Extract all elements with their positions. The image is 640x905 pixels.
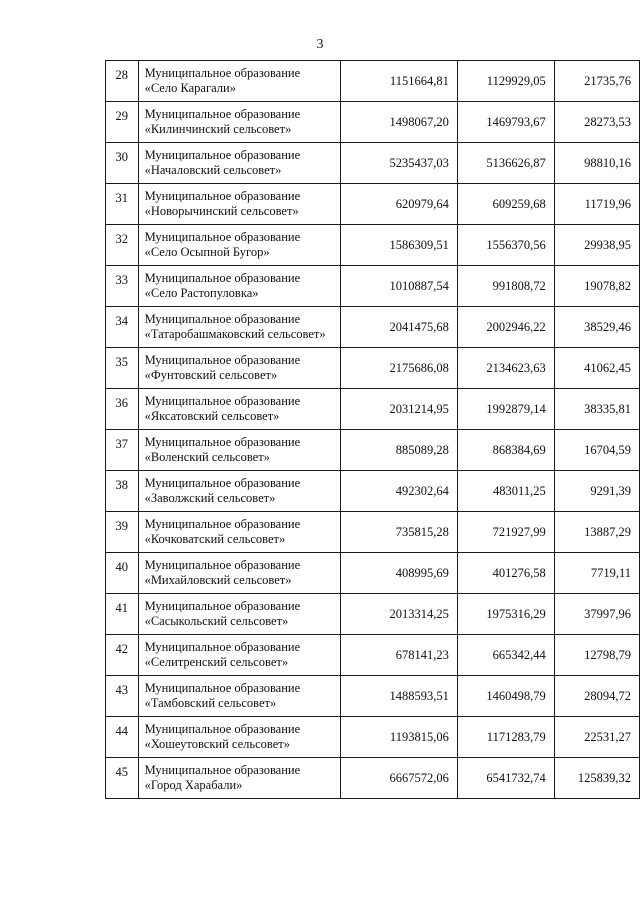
municipality-name-cell	[138, 307, 340, 348]
municipality-name: «Селитренский сельсовет»	[144, 655, 289, 669]
amount-col-2: 483011,25	[457, 471, 554, 512]
amount-col-2: 609259,68	[457, 184, 554, 225]
table-row	[106, 594, 640, 635]
amount-col-2: 991808,72	[457, 266, 554, 307]
municipality-type: Муниципальное образование	[144, 353, 301, 367]
table-row	[106, 307, 640, 348]
municipality-name: «Яксатовский сельсовет»	[144, 409, 280, 423]
municipality-name-cell	[138, 553, 340, 594]
row-number: 29	[106, 102, 139, 143]
row-number: 43	[106, 676, 139, 717]
amount-col-2: 1460498,79	[457, 676, 554, 717]
municipality-name-cell	[138, 471, 340, 512]
table-row	[106, 102, 640, 143]
amount-col-1: 2175686,08	[340, 348, 457, 389]
amount-col-1: 1586309,51	[340, 225, 457, 266]
amount-col-1: 885089,28	[340, 430, 457, 471]
amount-col-3: 12798,79	[554, 635, 639, 676]
municipality-name: «Килинчинский сельсовет»	[144, 122, 292, 136]
table-row	[106, 143, 640, 184]
amount-col-2: 721927,99	[457, 512, 554, 553]
municipality-name: «Воленский сельсовет»	[144, 450, 270, 464]
municipality-name: «Хошеутовский сельсовет»	[144, 737, 290, 751]
municipality-name-cell	[138, 717, 340, 758]
amount-col-3: 37997,96	[554, 594, 639, 635]
amount-col-2: 1469793,67	[457, 102, 554, 143]
amount-col-1: 1151664,81	[340, 61, 457, 102]
municipality-name: «Михайловский сельсовет»	[144, 573, 292, 587]
amount-col-1: 6667572,06	[340, 758, 457, 799]
amount-col-3: 7719,11	[554, 553, 639, 594]
amount-col-1: 735815,28	[340, 512, 457, 553]
amount-col-2: 1992879,14	[457, 389, 554, 430]
amount-col-1: 408995,69	[340, 553, 457, 594]
municipality-name: «Город Харабали»	[144, 778, 243, 792]
row-number: 35	[106, 348, 139, 389]
municipality-name: «Новорычинский сельсовет»	[144, 204, 299, 218]
amount-col-2: 401276,58	[457, 553, 554, 594]
amount-col-3: 28094,72	[554, 676, 639, 717]
page-number: 3	[316, 37, 324, 52]
municipality-type: Муниципальное образование	[144, 66, 301, 80]
amount-col-1: 678141,23	[340, 635, 457, 676]
municipality-name-cell	[138, 143, 340, 184]
table-row	[106, 635, 640, 676]
row-number: 37	[106, 430, 139, 471]
amount-col-2: 1556370,56	[457, 225, 554, 266]
row-number: 31	[106, 184, 139, 225]
amount-col-2: 1129929,05	[457, 61, 554, 102]
amount-col-2: 868384,69	[457, 430, 554, 471]
municipality-name: «Село Растопуловка»	[144, 286, 259, 300]
row-number: 44	[106, 717, 139, 758]
municipality-type: Муниципальное образование	[144, 148, 301, 162]
amount-col-3: 38529,46	[554, 307, 639, 348]
table-row	[106, 471, 640, 512]
row-number: 36	[106, 389, 139, 430]
amount-col-3: 38335,81	[554, 389, 639, 430]
amount-col-3: 11719,96	[554, 184, 639, 225]
municipality-name-cell	[138, 348, 340, 389]
amount-col-2: 2134623,63	[457, 348, 554, 389]
municipality-type: Муниципальное образование	[144, 640, 301, 654]
municipality-type: Муниципальное образование	[144, 435, 301, 449]
municipality-type: Муниципальное образование	[144, 107, 301, 121]
municipality-type: Муниципальное образование	[144, 681, 301, 695]
amount-col-1: 2041475,68	[340, 307, 457, 348]
amount-col-1: 1488593,51	[340, 676, 457, 717]
municipality-name-cell	[138, 184, 340, 225]
municipality-type: Муниципальное образование	[144, 722, 301, 736]
table-row	[106, 717, 640, 758]
amount-col-3: 19078,82	[554, 266, 639, 307]
amount-col-2: 665342,44	[457, 635, 554, 676]
municipality-type: Муниципальное образование	[144, 394, 301, 408]
municipality-name: «Село Карагали»	[144, 81, 236, 95]
row-number: 32	[106, 225, 139, 266]
municipality-name-cell	[138, 266, 340, 307]
municipality-name-cell	[138, 61, 340, 102]
table-row	[106, 348, 640, 389]
amount-col-3: 98810,16	[554, 143, 639, 184]
municipality-type: Муниципальное образование	[144, 230, 301, 244]
municipality-type: Муниципальное образование	[144, 271, 301, 285]
amount-col-3: 41062,45	[554, 348, 639, 389]
municipality-name: «Село Осыпной Бугор»	[144, 245, 270, 259]
table-row	[106, 225, 640, 266]
amount-col-1: 492302,64	[340, 471, 457, 512]
row-number: 42	[106, 635, 139, 676]
municipality-name: «Тамбовский сельсовет»	[144, 696, 277, 710]
municipality-name: «Фунтовский сельсовет»	[144, 368, 278, 382]
amount-col-3: 9291,39	[554, 471, 639, 512]
amount-col-2: 5136626,87	[457, 143, 554, 184]
table-row	[106, 184, 640, 225]
municipality-name-cell	[138, 225, 340, 266]
row-number: 38	[106, 471, 139, 512]
amount-col-1: 2031214,95	[340, 389, 457, 430]
municipality-name: «Заволжский сельсовет»	[144, 491, 276, 505]
table-row	[106, 61, 640, 102]
table-row	[106, 266, 640, 307]
amount-col-3: 13887,29	[554, 512, 639, 553]
amount-col-3: 28273,53	[554, 102, 639, 143]
amount-col-3: 21735,76	[554, 61, 639, 102]
table-row	[106, 676, 640, 717]
municipality-name: «Кочковатский сельсовет»	[144, 532, 286, 546]
municipality-type: Муниципальное образование	[144, 558, 301, 572]
municipality-name-cell	[138, 102, 340, 143]
municipality-name-cell	[138, 594, 340, 635]
row-number: 40	[106, 553, 139, 594]
municipality-name-cell	[138, 512, 340, 553]
table-row	[106, 430, 640, 471]
amount-col-2: 2002946,22	[457, 307, 554, 348]
table-row	[106, 389, 640, 430]
municipality-type: Муниципальное образование	[144, 312, 301, 326]
row-number: 28	[106, 61, 139, 102]
municipality-type: Муниципальное образование	[144, 476, 301, 490]
amount-col-1: 1193815,06	[340, 717, 457, 758]
amount-col-2: 1171283,79	[457, 717, 554, 758]
amount-col-2: 1975316,29	[457, 594, 554, 635]
amount-col-1: 1010887,54	[340, 266, 457, 307]
amount-col-1: 5235437,03	[340, 143, 457, 184]
municipality-name-cell	[138, 635, 340, 676]
municipality-name-cell	[138, 430, 340, 471]
table-row	[106, 758, 640, 799]
municipality-type: Муниципальное образование	[144, 517, 301, 531]
row-number: 41	[106, 594, 139, 635]
municipality-name: «Сасыкольский сельсовет»	[144, 614, 289, 628]
municipality-type: Муниципальное образование	[144, 763, 301, 777]
amount-col-2: 6541732,74	[457, 758, 554, 799]
amount-col-1: 620979,64	[340, 184, 457, 225]
municipality-name-cell	[138, 389, 340, 430]
amount-col-3: 22531,27	[554, 717, 639, 758]
amount-col-3: 125839,32	[554, 758, 639, 799]
municipality-name-cell	[138, 758, 340, 799]
table-row	[106, 512, 640, 553]
municipality-name: «Татаробашмаковский сельсовет»	[144, 327, 326, 341]
row-number: 39	[106, 512, 139, 553]
municipality-type: Муниципальное образование	[144, 599, 301, 613]
amount-col-3: 16704,59	[554, 430, 639, 471]
municipality-name: «Началовский сельсовет»	[144, 163, 282, 177]
municipality-type: Муниципальное образование	[144, 189, 301, 203]
table-row	[106, 553, 640, 594]
amount-col-1: 2013314,25	[340, 594, 457, 635]
amount-col-3: 29938,95	[554, 225, 639, 266]
amount-col-1: 1498067,20	[340, 102, 457, 143]
row-number: 33	[106, 266, 139, 307]
municipal-table	[105, 60, 640, 799]
municipality-name-cell	[138, 676, 340, 717]
row-number: 30	[106, 143, 139, 184]
row-number: 34	[106, 307, 139, 348]
table-body	[106, 61, 640, 799]
row-number: 45	[106, 758, 139, 799]
